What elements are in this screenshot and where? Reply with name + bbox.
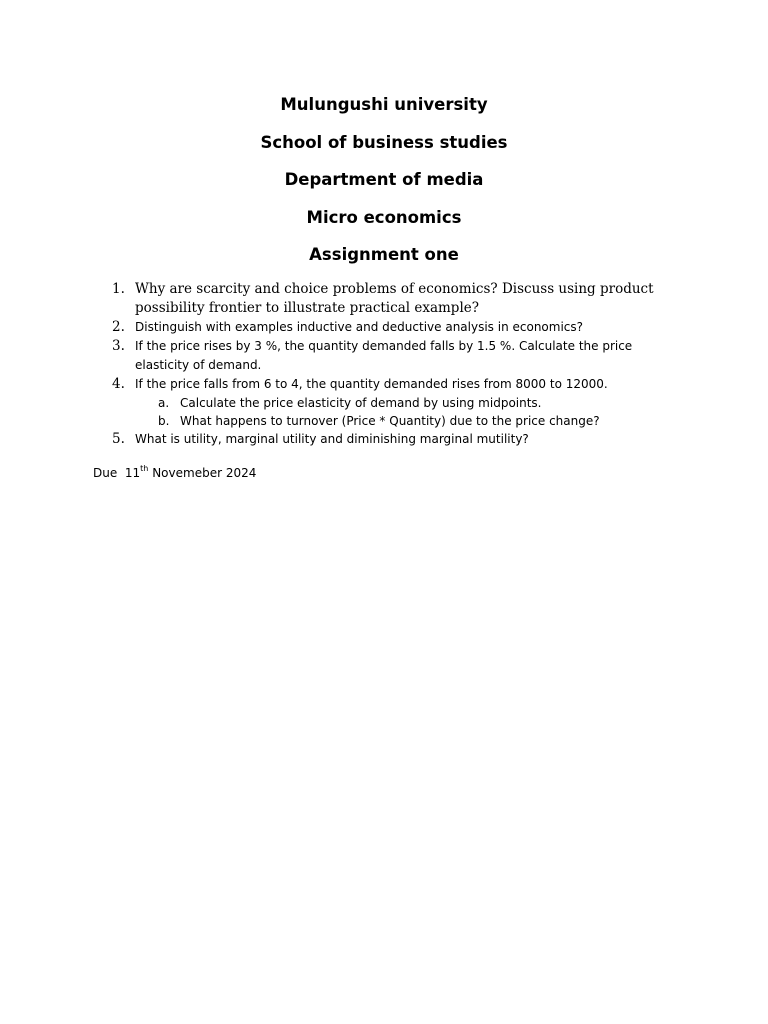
due-label: Due	[93, 466, 118, 480]
question-text: If the price falls from 6 to 4, the quantity demanded rises from 8000 to 12000.	[135, 377, 608, 391]
department-name: Department of media	[284, 170, 484, 189]
subquestion-letter: a.	[158, 396, 170, 410]
subquestion-text: What happens to turnover (Price * Quantity) due to the price change?	[180, 414, 600, 428]
question-item	[108, 375, 678, 430]
course-name: Micro economics	[306, 207, 462, 227]
due-date	[93, 464, 256, 482]
question-text: What is utility, marginal utility and diminishing marginal mutility?	[135, 432, 529, 446]
question-number: 1.	[112, 281, 125, 297]
question-item	[108, 318, 678, 337]
subquestion-letter: b.	[158, 414, 170, 428]
question-number: 4.	[112, 376, 125, 392]
question-number: 2.	[112, 319, 125, 335]
question-item	[108, 430, 678, 449]
question-text: If the price rises by 3 %, the quantity demanded falls by 1.5 %. Calculate the price elasticity of demand.	[135, 339, 633, 372]
question-item	[108, 337, 678, 375]
question-item	[108, 280, 678, 318]
due-month-year: Novemeber 2024	[152, 466, 257, 480]
assignment-title: Assignment one	[309, 245, 459, 264]
subquestion-list	[135, 394, 678, 430]
document-header	[0, 94, 768, 282]
school-name: School of business studies	[260, 132, 508, 152]
subquestion-item	[135, 412, 678, 430]
university-name: Mulungushi university	[280, 95, 488, 114]
due-day: 11	[124, 466, 141, 480]
subquestion-item	[135, 394, 678, 412]
question-text: Distinguish with examples inductive and deductive analysis in economics?	[135, 320, 584, 334]
subquestion-text: Calculate the price elasticity of demand by using midpoints.	[180, 396, 542, 410]
question-list	[108, 280, 678, 449]
question-text: Why are scarcity and choice problems of economics? Discuss using product possibility frontier to illustrate practical example?	[135, 281, 654, 316]
question-number: 5.	[112, 431, 125, 447]
question-number: 3.	[112, 338, 125, 354]
due-day-suffix: th	[140, 464, 149, 473]
